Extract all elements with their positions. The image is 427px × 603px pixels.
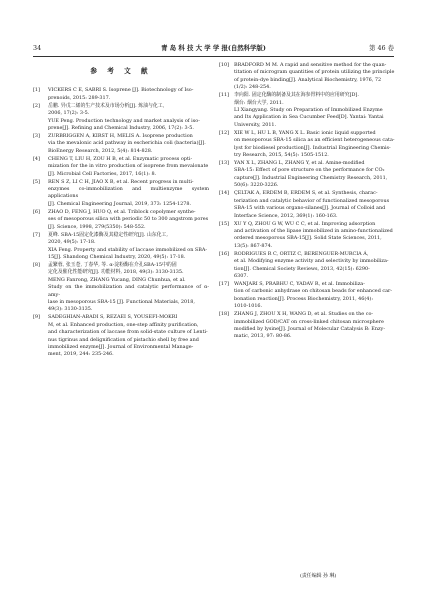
reference-text-line: ordered mesoporous SBA-15[J]. Solid State Sciences, 2011,	[234, 235, 382, 242]
reference-item	[219, 92, 395, 129]
page-number: 34	[33, 44, 42, 52]
reference-text-line: 13(5): 867-874.	[234, 242, 273, 249]
reference-text-line: YAN X L, ZHANG L, ZHANG Y, et al. Amine-modified	[234, 160, 365, 167]
reference-text-line: SBA-15: Effect of pore structure on the performance for CO₂	[234, 167, 385, 174]
reference-text-line: BioEnergy Research, 2012, 5(4): 814-828.	[48, 147, 153, 154]
reference-text-line: CHENG T, LIU H, ZOU H B, et al. Enzymatic process opti-	[48, 155, 193, 162]
reference-text-line: 孟繁蓉, 张玉苍, 丁春华, 等. α-淀粉酶在介孔SBA-15中的固	[48, 261, 177, 268]
reference-text-line: 2006, 17(2): 3-5.	[48, 110, 90, 117]
reference-text-line: titation of microgram quantities of protein utilizing the principle	[234, 69, 395, 76]
reference-text-line: (1/2): 248-254.	[234, 84, 271, 91]
editor-note: (责任编辑 孙 琳)	[300, 573, 337, 579]
reference-item	[219, 190, 395, 220]
reference-item	[219, 251, 395, 281]
reference-text-line: matic, 2013, 97: 80-86.	[234, 333, 292, 340]
reference-text-line: prenoids, 2015: 289-317.	[48, 94, 111, 101]
reference-text-line: 夏峰. SBA-15固定化漆酶及其稳定性研究[J]. 山东化工,	[48, 231, 168, 238]
reference-text-line: MENG Fanrong, ZHANG Yucang, DING Chunhua, et al.	[48, 276, 186, 283]
reference-text-line: tion[J]. Chemical Society Reviews, 2013, 42(15): 6290-	[234, 265, 370, 272]
reference-item	[33, 314, 209, 358]
reference-item	[33, 232, 209, 262]
reference-number: [15]	[219, 220, 230, 227]
reference-item	[219, 130, 395, 160]
reference-text-line: try Research, 2015, 54(5): 1505-1512.	[234, 152, 329, 159]
reference-text-line: et al. Modifying enzyme activity and selectivity by immobiliza-	[234, 258, 389, 265]
reference-item	[219, 281, 395, 311]
reference-text-line: and Its Application in Sea Cucumber Feed[D]. Yantai: Yantai	[234, 114, 384, 121]
reference-text-line: bonation reaction[J]. Process Biochemistry, 2011, 46(4):	[234, 295, 373, 302]
reference-text-line: 烟台: 烟台大学, 2011.	[234, 99, 284, 106]
reference-item	[33, 156, 209, 178]
reference-text-line: University, 2011.	[234, 121, 277, 128]
reference-number: [14]	[219, 190, 230, 197]
journal-name: 青 岛 科 技 大 学 学 报(自然科学版)	[161, 44, 266, 52]
reference-text-line: and activation of the lipase immobilized in amino-functionalized	[234, 227, 393, 234]
volume-label: 第 46 卷	[369, 44, 394, 52]
reference-text-line: XIE W L, HU L B, YANG X L. Basic ionic liquid supported	[234, 129, 376, 136]
reference-text-line: RODRIGUES R C, ORTIZ C, BERENGUER-MURCIA Á,	[234, 250, 369, 257]
reference-text-line: ment, 2019, 244: 235-246.	[48, 351, 114, 358]
reference-text-line: WANJARI S, PRABHU C, YADAV R, et al. Immobiliza-	[234, 280, 365, 287]
reference-list-left	[33, 87, 209, 358]
reference-text-line: M, et al. Enhanced production, one-step affinity purification,	[48, 321, 199, 328]
reference-text-line: immobilized enzyme[J]. Journal of Environmental Manage-	[48, 343, 194, 350]
reference-item	[33, 179, 209, 209]
reference-text-line: 岳鹏. 异戊二烯的生产技术及市场分析[J]. 炼油与化工,	[48, 102, 165, 109]
reference-text-line: ZURBRIGGEN A, KIRST H, MELIS A. Isoprene production	[48, 133, 193, 140]
reference-item	[33, 133, 209, 155]
reference-text-line: via the mevalonic acid pathway in escherichia coli (bacteria)[J].	[48, 140, 206, 147]
reference-text-line: 50(6): 3220-3226.	[234, 182, 279, 189]
reference-number: [10]	[219, 62, 230, 68]
reference-text-line: 49(3): 3130-3135.	[48, 306, 93, 313]
reference-text-line: Interface Science, 2012, 369(1): 160-163.	[234, 212, 338, 219]
reference-text-line: ÇELTAK A, ERDEM B, ERDEM S, et al. Synthesis, charac-	[234, 190, 378, 197]
reference-text-line: on mesoporous SBA-15 silica as an efficient heterogeneous cata-	[234, 137, 395, 144]
reference-number: [18]	[219, 311, 230, 318]
reference-number: [11]	[219, 92, 230, 99]
reference-text-line: capture[J]. Industrial Engineering Chemistry Research, 2011,	[234, 174, 388, 181]
reference-item	[219, 311, 395, 341]
reference-item	[219, 62, 395, 92]
reference-item	[219, 221, 395, 251]
reference-text-line: REN S Z, LI C H, JIAO X B, et al. Recent progress in multi-	[48, 178, 194, 185]
reference-text-line: modified by lysine[J]. Journal of Molecular Catalysis B: Enzy-	[234, 325, 385, 332]
reference-text-line: 15[J]. Shandong Chemical Industry, 2020, 49(5): 17-18.	[48, 253, 186, 260]
reference-text-line: 1010-1016.	[234, 303, 263, 310]
reference-item	[219, 160, 395, 190]
reference-text-line: ZHAO D, FENG J, HUO Q, et al. Triblock copolymer synthe-	[48, 208, 196, 215]
reference-item	[33, 103, 209, 133]
reference-text-line: Study on the immobilization and catalytic performance of α-amy-	[48, 284, 209, 298]
reference-text-line: 2020, 49(5): 17-18.	[48, 239, 96, 246]
reference-text-line: of protein-dye binding[J]. Analytical Biochemistry, 1976, 72	[234, 76, 382, 83]
reference-text-line: 定化及催化性能研究[J]. 功能材料, 2018, 49(3): 3130-3135.	[48, 269, 184, 276]
reference-number: [6]	[33, 208, 40, 215]
reference-text-line: 6307.	[234, 272, 249, 279]
reference-text-line: enzymes co-immobilization and multienzyme system applications	[48, 186, 209, 200]
reference-text-line: mization for the in vitro production of isoprene from mevalonate	[48, 163, 209, 170]
reference-text-line: terization and catalytic behavior of functionalized mesoporous	[234, 197, 390, 204]
reference-item	[33, 262, 209, 314]
reference-number: [9]	[33, 314, 40, 321]
reference-text-line: XIA Feng. Property and stability of laccase immobilized on SBA-	[48, 246, 208, 253]
reference-text-line: [J]. Chemical Engineering Journal, 2019, 373: 1254-1278.	[48, 200, 192, 207]
reference-item	[33, 87, 209, 102]
reference-list-right	[219, 62, 395, 341]
reference-text-line: tion of carbonic anhydrase on chitosan beads for enhanced car-	[234, 288, 393, 295]
reference-text-line: ZHANG J, ZHOU X H, WANG D, et al. Studies on the co-	[234, 311, 374, 318]
reference-text-line: YUE Peng. Production technology and market analysis of iso-	[48, 117, 200, 124]
reference-text-line: and characterization of laccase from solid-state culture of Lenti-	[48, 329, 208, 336]
reference-number: [13]	[219, 160, 230, 167]
reference-number: [1]	[33, 87, 40, 94]
reference-text-line: [J]. Microbial Cell Factories, 2017, 16(1): 8.	[48, 170, 157, 177]
references-heading: 参 考 文 献	[90, 67, 152, 75]
reference-text-line: lase in mesoporous SBA-15 [J]. Functional Materials, 2018,	[48, 298, 195, 305]
reference-text-line: VICKERS C E, SABRI S. Isoprene [J]. Biotechnology of Iso-	[48, 87, 194, 94]
reference-number: [16]	[219, 250, 230, 257]
reference-number: [3]	[33, 133, 40, 140]
reference-text-line: LI Xiangyang. Study on Preparation of Immobilized Enzyme	[234, 107, 383, 114]
reference-number: [7]	[33, 231, 40, 238]
reference-text-line: immobilized GOD/CAT on cross-linked chitosan microsphere	[234, 318, 384, 325]
header-rule	[33, 56, 394, 57]
reference-number: [12]	[219, 129, 230, 136]
reference-number: [5]	[33, 178, 40, 185]
reference-text-line: 李向阳. 固定化酶的制备及其在海参胃料中的应用研究[D].	[234, 92, 359, 99]
reference-number: [4]	[33, 155, 40, 162]
reference-number: [2]	[33, 102, 40, 109]
reference-text-line: BRADFORD M M. A rapid and sensitive method for the quan-	[234, 62, 387, 68]
running-header	[33, 42, 394, 54]
reference-number: [8]	[33, 261, 40, 268]
reference-text-line: lyst for biodiesel production[J]. Industrial Engineering Chemis-	[234, 144, 391, 151]
right-column	[219, 62, 395, 341]
reference-text-line: [J]. Science, 1998, 279(5350): 548-552.	[48, 223, 146, 230]
reference-text-line: nus tigrinus and delignification of pistachio shell by free and	[48, 336, 199, 343]
reference-number: [17]	[219, 280, 230, 287]
reference-text-line: prene[J]. Refining and Chemical Industry, 2006, 17(2): 3-5.	[48, 125, 194, 132]
reference-item	[33, 209, 209, 231]
left-column	[33, 66, 209, 359]
reference-text-line: ses of mesoporous silica with periodic 50 to 300 angstrom pores	[48, 216, 209, 223]
reference-text-line: SBA-15 with various organo-silanes[J]. Journal of Colloid and	[234, 205, 386, 212]
reference-text-line: XU Y Q, ZHOU G W, WU C C, et al. Improving adsorption	[234, 220, 376, 227]
reference-text-line: SADEGHIAN-ABADI S, REZAEI S, YOUSEFI-MOKRI	[48, 314, 178, 321]
